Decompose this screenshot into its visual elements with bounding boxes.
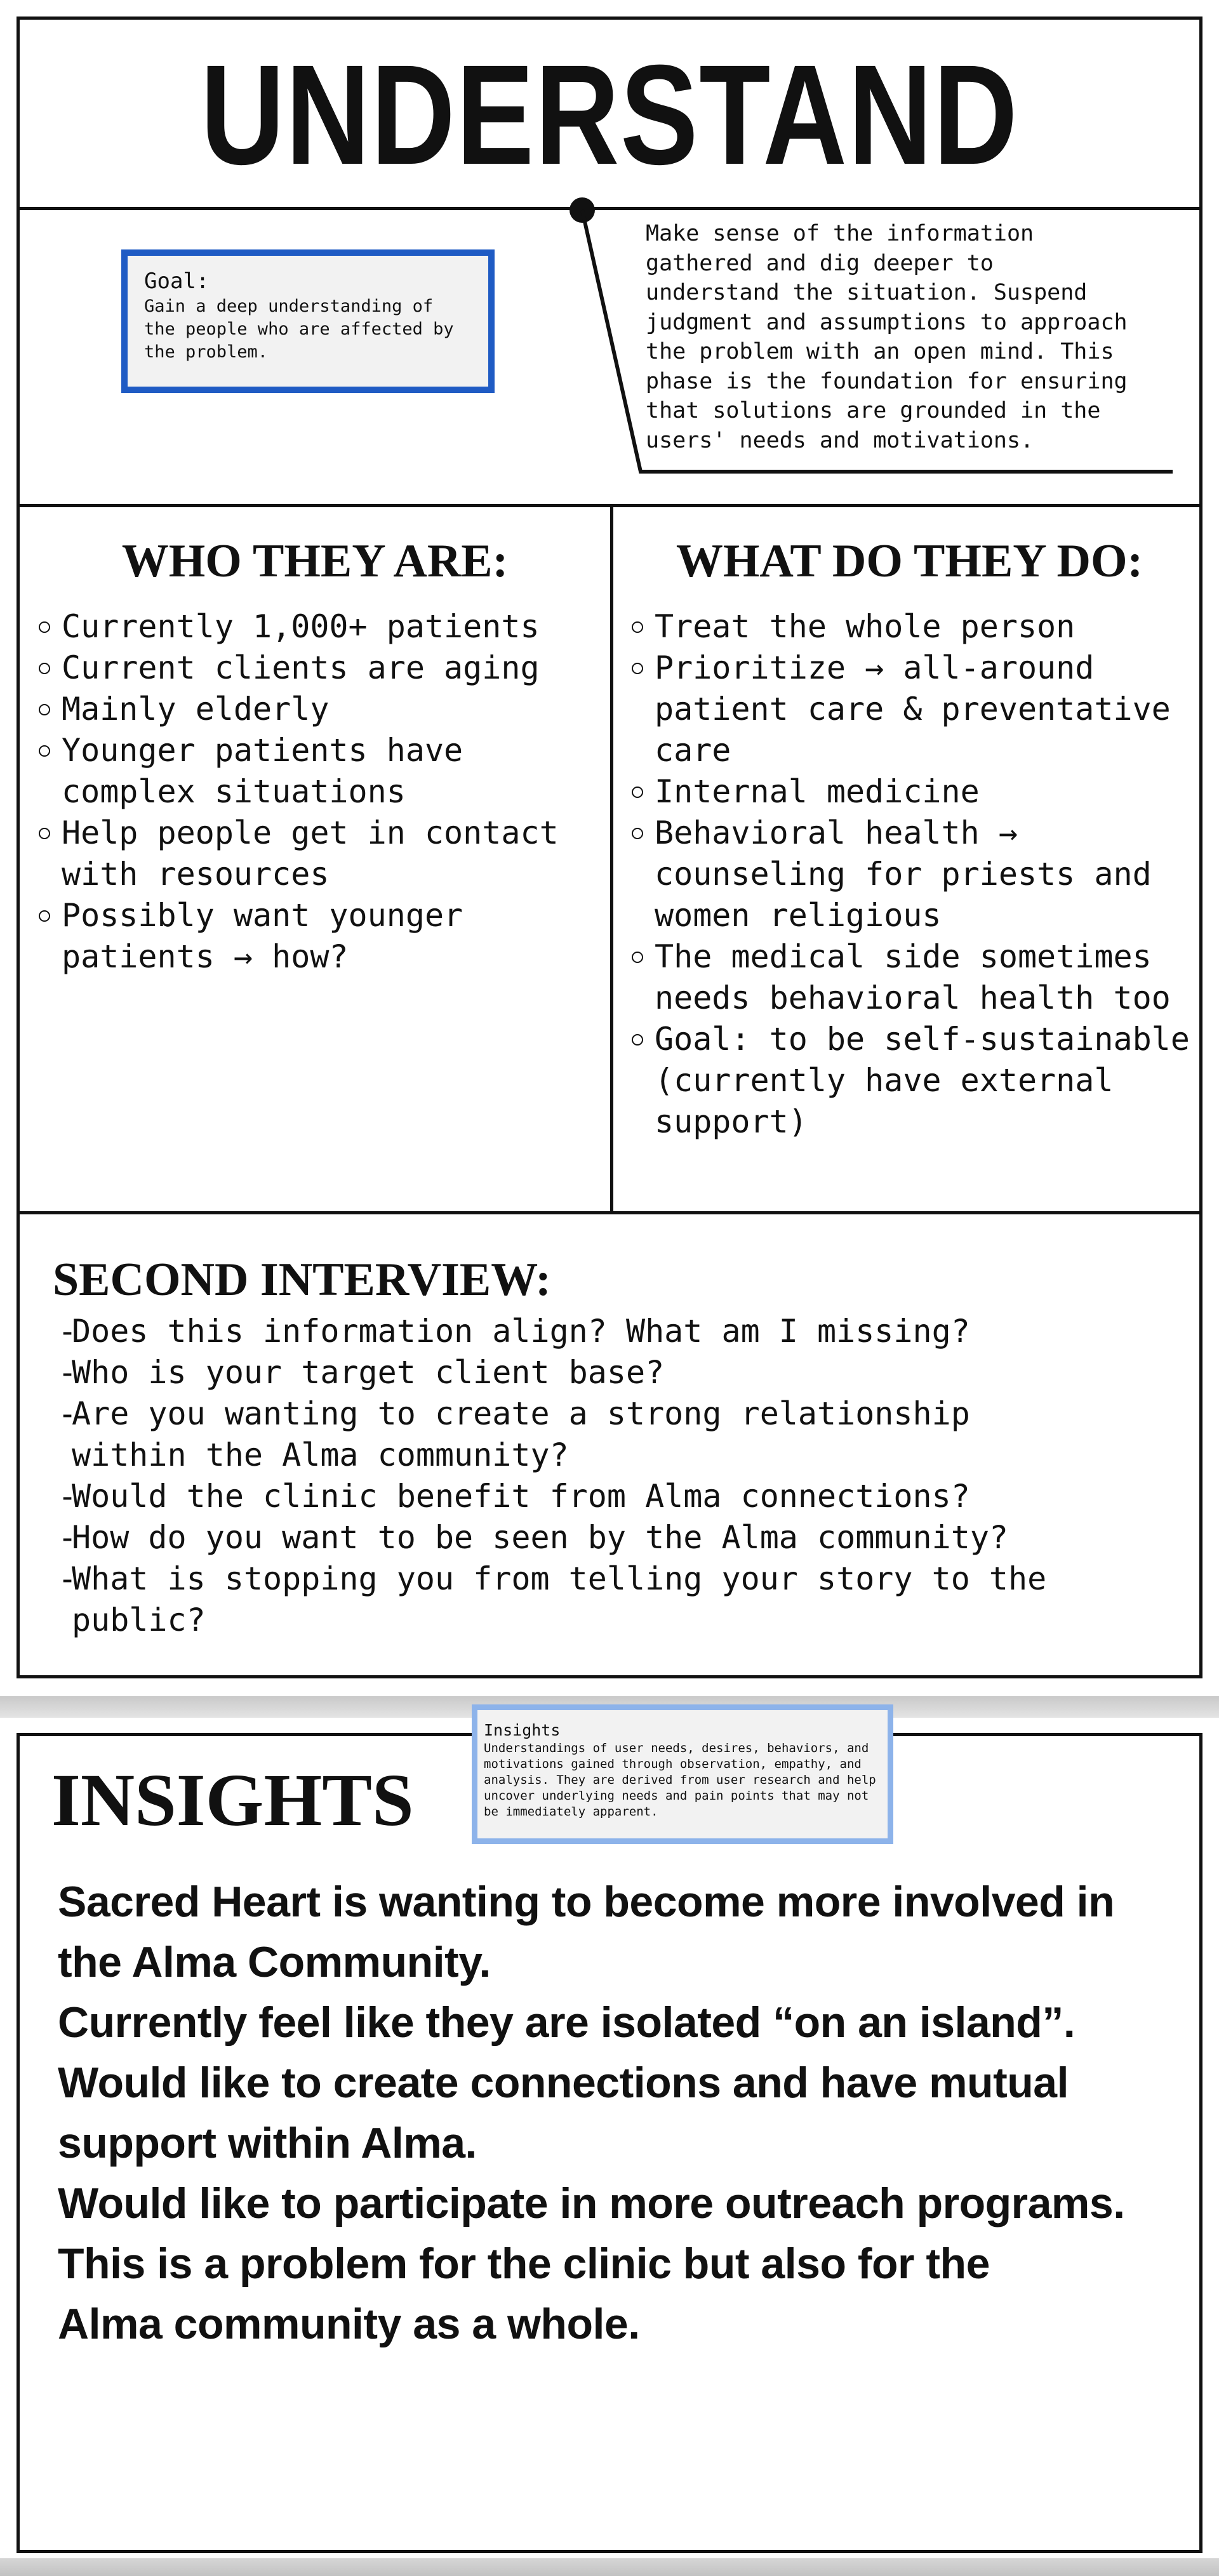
question-item: - Who is your target client base? xyxy=(59,1352,1183,1393)
insights-statements xyxy=(58,1872,1175,2354)
list-item: Current clients are aging xyxy=(36,647,608,689)
list-item: Mainly elderly xyxy=(36,689,608,730)
question-item: - Are you wanting to create a strong relationship within the Alma community? xyxy=(59,1393,1183,1476)
list-item: Possibly want younger patients → how? xyxy=(36,895,531,978)
second-interview-questions xyxy=(59,1311,1183,1641)
who-they-are-list xyxy=(36,606,608,978)
list-item: Younger patients have complex situations xyxy=(36,730,493,813)
insight-line: Would like to create connections and have mutual support within Alma. xyxy=(58,2059,1069,2167)
who-they-are-title: WHO THEY ARE: xyxy=(121,535,509,587)
divider xyxy=(20,504,1199,507)
insights-definition-card xyxy=(472,1704,893,1844)
question-item: - How do you want to be seen by the Alma community? xyxy=(59,1517,1183,1558)
list-item: Behavioral health → counseling for priests and women religious xyxy=(629,813,1213,936)
second-interview-title: SECOND INTERVIEW: xyxy=(53,1254,551,1306)
question-item: - Does this information align? What am I missing? xyxy=(59,1311,1183,1352)
list-item: Internal medicine xyxy=(629,771,1201,813)
insights-card-label: Insights xyxy=(484,1721,561,1739)
insights-panel xyxy=(17,1721,1202,2553)
what-they-do-title: WHAT DO THEY DO: xyxy=(676,535,1143,587)
list-item: Treat the whole person xyxy=(629,606,1201,647)
what-they-do-list xyxy=(629,606,1201,1143)
understand-description: Make sense of the information gathered and dig deeper to understand the situation. Suspend judgment and assumptions to approach the problem with an open mind. This phase is the foundation for ensuring that solutions are grounded in the users' needs and motivations. xyxy=(646,221,1128,453)
list-item: Help people get in contact with resources xyxy=(36,813,627,895)
insights-title: INSIGHTS xyxy=(51,1758,414,1842)
insight-line: Sacred Heart is wanting to become more involved in the Alma Community. xyxy=(58,1878,1115,1986)
divider xyxy=(20,1211,1199,1214)
insight-line: This is a problem for the clinic but also for the Alma community as a whole. xyxy=(58,2240,990,2348)
goal-label: Goal: xyxy=(144,269,210,294)
list-item: Currently 1,000+ patients xyxy=(36,606,608,647)
list-item: Prioritize → all-around patient care & preventative care xyxy=(629,647,1219,771)
question-item: - Would the clinic benefit from Alma connections? xyxy=(59,1476,1183,1517)
understand-panel xyxy=(17,17,1202,1678)
list-item: Goal: to be self-sustainable (currently have external support) xyxy=(629,1019,1219,1143)
insights-card-text: Understandings of user needs, desires, behaviors, and motivations gained through observation, empathy, and analysis. They are derived from user research and help uncover underlying needs and pain points that may not be immediately apparent. xyxy=(484,1741,876,1819)
list-item: The medical side sometimes needs behavioral health too xyxy=(629,936,1219,1019)
insight-line: Currently feel like they are isolated “on an island”. xyxy=(58,1998,1076,2047)
goal-text: Gain a deep understanding of the people who are affected by the problem. xyxy=(144,296,454,362)
question-item: - What is stopping you from telling your story to the public? xyxy=(59,1558,1183,1641)
insight-line: Would like to participate in more outreach programs. xyxy=(58,2179,1125,2227)
page-title: UNDERSTAND xyxy=(200,36,1019,194)
bottom-edge xyxy=(0,2558,1219,2576)
